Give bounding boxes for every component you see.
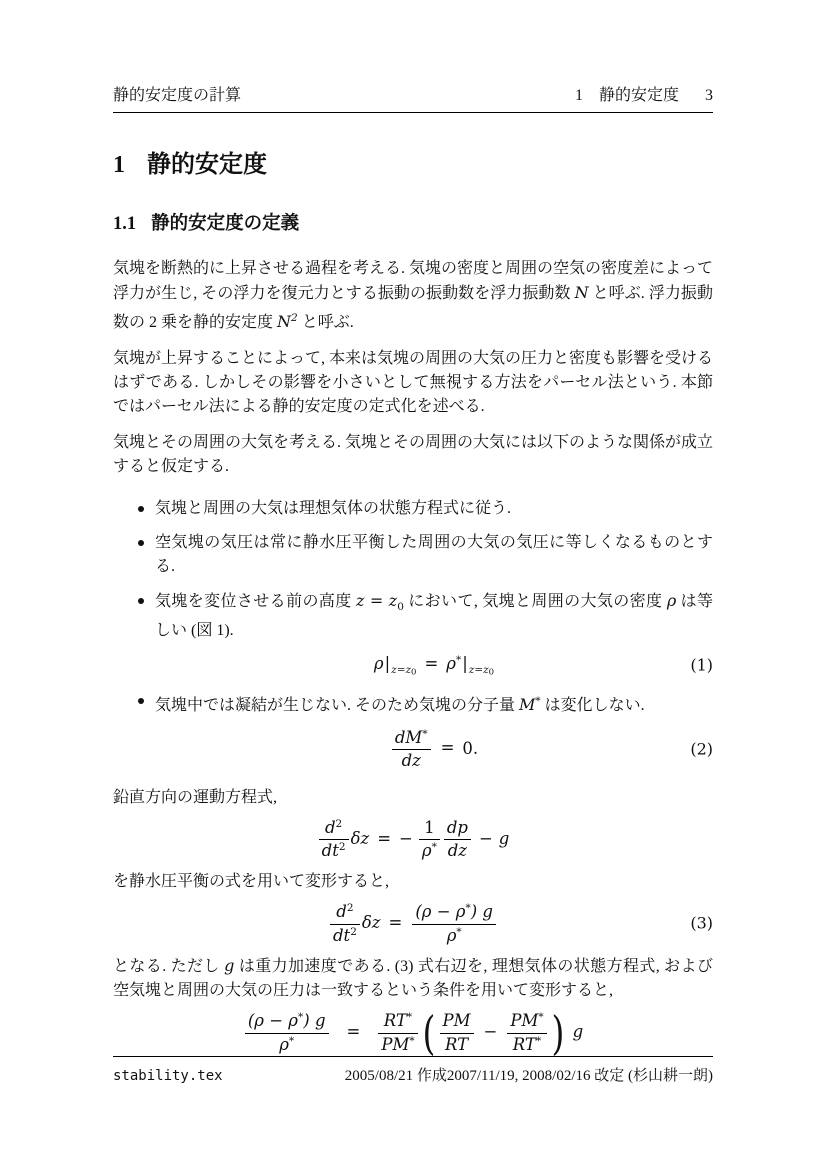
equation-number: (1) [690, 655, 713, 675]
list-item [113, 497, 713, 521]
minus-sign: − [478, 828, 493, 848]
header-page-number: 3 [705, 87, 713, 104]
math-star: * [298, 1011, 304, 1024]
paragraph-hydrostatic-transform [113, 870, 713, 894]
fraction [440, 1011, 474, 1055]
fraction-numerator [245, 1011, 329, 1034]
math-exp: 2 [335, 817, 343, 830]
fraction-numerator: PM [440, 1011, 474, 1034]
math-PM: PM [510, 1011, 539, 1031]
equation-motion [113, 818, 713, 862]
fraction [319, 818, 349, 862]
math-delta-z: δz [350, 828, 370, 848]
body-text: は変化しない. [540, 696, 645, 714]
math-g: ) g [470, 902, 493, 922]
math-star: * [422, 727, 428, 740]
list-item [113, 589, 713, 679]
math-star: * [465, 902, 471, 915]
fraction-denominator [507, 1034, 546, 1056]
fraction [507, 1011, 546, 1055]
header-right [575, 87, 713, 104]
body-text: 空気塊の気圧は常に静水圧平衡した周囲の大気の気圧に等しくなるものとする. [155, 534, 713, 575]
body-text: 気塊が上昇することによって, 本来は気塊の周囲の大気の圧力と密度も影響を受けるはずである. しかしその影響を小さいとして無視する方法をパーセル法という. 本節ではパーセル法による静的安定度の定式化を述べる. [113, 350, 714, 415]
math-star: * [535, 1034, 542, 1047]
footer-filename: stability.tex [113, 1068, 223, 1084]
math-rho-star: ρ [446, 654, 456, 673]
fraction-denominator [412, 925, 496, 947]
math-superscript: 2 [291, 312, 298, 324]
math-g: g [498, 828, 510, 848]
equation-3 [113, 902, 713, 946]
math-dM: dM [394, 727, 423, 747]
fraction [444, 818, 471, 862]
subscript-zero: 0 [488, 667, 495, 678]
list-item [113, 531, 713, 579]
math-RT: RT [383, 1011, 407, 1031]
math-star: * [535, 694, 541, 707]
body-text: 気塊中では凝結が生じない. そのため気塊の分子量 [155, 696, 520, 714]
math-star: * [409, 1034, 415, 1047]
math-star: * [538, 1011, 544, 1024]
vertical-bar: | [384, 654, 391, 673]
equals-sign: = [377, 828, 392, 848]
body-text: は重力加速度である. (3) 式右辺を, 理想気体の状態方程式, および空気塊と周囲の大気の圧力は一致するという条件を用いて変形すると, [113, 958, 713, 1000]
math-star: * [456, 925, 462, 938]
body-text: 気塊と周囲の大気は理想気体の状態方程式に従う. [155, 500, 512, 517]
math-RT: RT [512, 1034, 536, 1054]
math-exp: 2 [346, 902, 354, 915]
math-dt: dt [321, 841, 339, 861]
minus-sign: − [399, 828, 413, 848]
equation-2 [155, 728, 713, 772]
body-text: を静水圧平衡の式を用いて変形すると, [113, 873, 390, 891]
header-section-ref: 1 静的安定度 [574, 87, 679, 104]
equals-sign: = [346, 1022, 361, 1042]
subsection-number: 1.1 [113, 214, 137, 234]
paragraph-parcel-method [113, 347, 713, 419]
subsection-title: 静的安定度の定義 [151, 212, 300, 233]
math-star: * [288, 1034, 295, 1047]
math-star: * [431, 841, 437, 854]
page-footer [113, 1056, 713, 1085]
fraction-numerator: dp [444, 818, 471, 841]
list-item [113, 689, 713, 772]
fraction-denominator: dz [447, 841, 467, 861]
fraction-denominator [419, 840, 440, 862]
fraction [392, 728, 431, 772]
math-subscript [391, 665, 416, 676]
paragraph-vertical-eom [113, 786, 713, 810]
math-star: * [455, 654, 462, 666]
math-zero: 0. [462, 738, 479, 758]
body-text: において, 気塊と周囲の大気の密度 [403, 593, 667, 610]
fraction [419, 818, 440, 862]
math-exp: 2 [338, 841, 346, 854]
fraction [378, 1011, 417, 1055]
fraction [245, 1011, 329, 1055]
body-text: 気塊を断熱的に上昇させる過程を考える. 気塊の密度と周囲の空気の密度差によって浮力が生じ, その浮力を復元力とする振動の振動数を浮力振動数 [113, 260, 714, 302]
body-text: 気塊とその周囲の大気を考える. 気塊とその周囲の大気には以下のような関係が成立すると仮定する. [113, 434, 714, 475]
math-star: * [406, 1011, 413, 1024]
fraction-numerator [330, 902, 360, 925]
paragraph-intro [113, 257, 713, 335]
body-text: となる. ただし [113, 958, 225, 976]
section-number: 1 [113, 152, 125, 178]
equation-final: $\frac{(\rho - \rho^*) g}{\rho^*}$ = $\frac{RT^*}{PM^*}$ ( $\frac{PM}{RT}$ − $\frac{PM^*}{RT^*}$ ) g [113, 1011, 713, 1055]
subscript-text: z=z [391, 664, 412, 676]
fraction-denominator [319, 840, 349, 862]
math-rho-diff: (ρ − ρ [247, 1011, 299, 1031]
body-text: は等しい (図 1). [155, 593, 713, 639]
math-subscript: 0 [397, 601, 404, 613]
math-rho: ρ [373, 654, 384, 673]
fraction-denominator [245, 1034, 329, 1056]
equation-1 [155, 653, 713, 679]
vertical-bar: | [462, 654, 468, 673]
section-heading [113, 144, 713, 179]
math-dt: dt [332, 925, 351, 945]
fraction [330, 902, 360, 946]
body-text: 鉛直方向の運動方程式, [113, 788, 278, 806]
math-var-z: z = z [356, 591, 398, 610]
math-var-rho: ρ [666, 591, 677, 610]
math-g: g [572, 1022, 584, 1042]
header-left-title: 静的安定度の計算 [113, 87, 242, 104]
fraction [412, 902, 496, 946]
fraction-denominator: dz [401, 751, 421, 771]
math-rho: ρ [446, 925, 457, 945]
minus-sign: − [483, 1022, 498, 1042]
equals-sign: = [440, 738, 455, 758]
fraction-numerator [507, 1011, 546, 1034]
body-text: 気塊を変位させる前の高度 [155, 593, 356, 610]
math-g: g [224, 956, 235, 976]
math-PM: PM [381, 1034, 410, 1054]
equation-number: (3) [690, 913, 713, 933]
subsection-heading [113, 209, 713, 235]
math-exp: 2 [350, 925, 357, 938]
equation-number: (2) [690, 739, 713, 759]
equals-sign: = [424, 654, 439, 673]
subscript-zero: 0 [411, 667, 417, 678]
math-var-N: N [277, 312, 292, 331]
fraction-numerator [378, 1011, 417, 1034]
fraction-denominator [330, 925, 360, 947]
section-title: 静的安定度 [147, 151, 267, 178]
fraction-numerator: 1 [419, 818, 440, 841]
fraction-denominator [378, 1034, 417, 1056]
paragraph-gravity-note [113, 954, 713, 1003]
fraction-denominator: RT [444, 1034, 469, 1054]
math-d: d [336, 902, 347, 922]
page-header [113, 87, 713, 113]
math-delta-z: δz [361, 912, 381, 932]
math-var-N: N [574, 283, 589, 302]
subscript-text: z=z [468, 664, 489, 676]
assumption-list [113, 497, 713, 772]
math-var-M: M [519, 694, 536, 714]
math-d: d [324, 817, 336, 837]
fraction-numerator [319, 818, 349, 841]
body-text: と呼ぶ. [297, 314, 354, 331]
math-rho-diff: (ρ − ρ [415, 902, 466, 922]
math-rho: ρ [421, 841, 432, 861]
body-text: と呼ぶ. 浮力振動数の 2 乗を静的安定度 [113, 285, 713, 331]
math-subscript [469, 665, 494, 676]
equals-sign: = [388, 912, 403, 932]
fraction-numerator [392, 728, 431, 751]
footer-revision-note: 2005/08/21 作成2007/11/19, 2008/02/16 改定 (杉山耕一朗) [344, 1068, 713, 1084]
math-rho: ρ [279, 1034, 289, 1054]
fraction-numerator [412, 902, 496, 925]
paragraph-assumptions-lead [113, 431, 713, 479]
math-g: ) g [303, 1011, 326, 1031]
